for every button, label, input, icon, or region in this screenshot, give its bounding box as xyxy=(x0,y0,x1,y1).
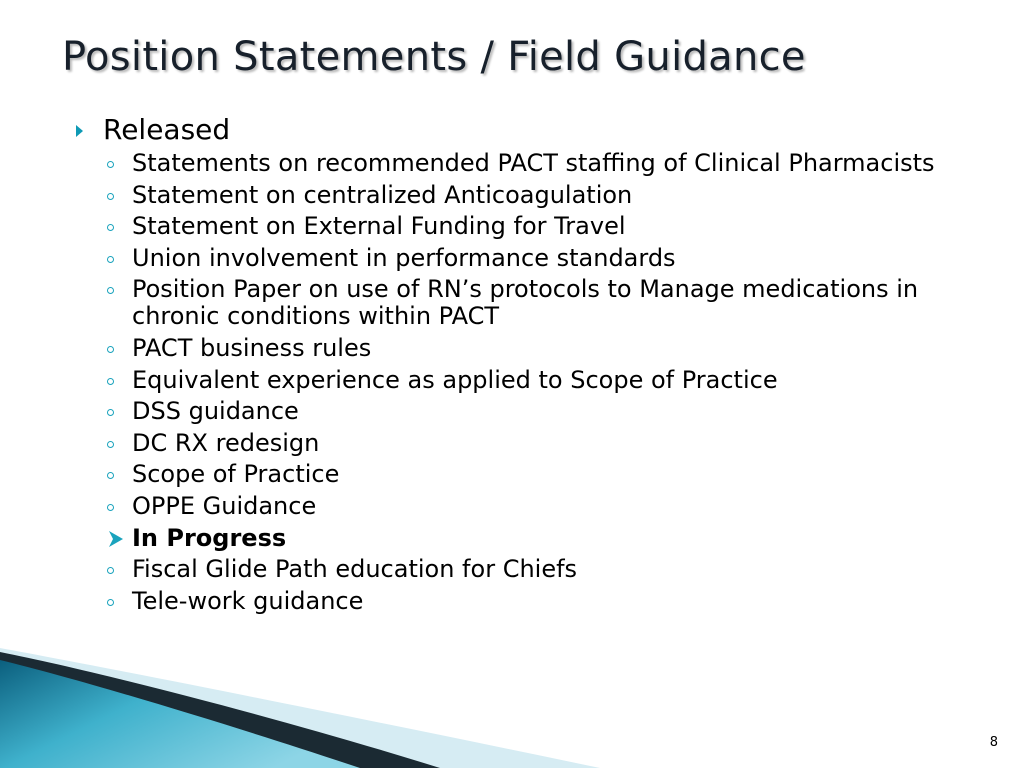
page-number: 8 xyxy=(989,735,998,750)
sub-bullet-list xyxy=(107,150,967,619)
sub-bullet-label: Statement on External Funding for Travel xyxy=(132,212,626,241)
sub-bullet-item xyxy=(107,367,967,394)
sub-bullet-item xyxy=(107,245,967,272)
circle-bullet-icon xyxy=(107,346,114,353)
sub-bullet-item xyxy=(107,150,967,177)
circle-bullet-icon xyxy=(107,441,114,448)
bullet-released-label: Released xyxy=(103,113,231,146)
sub-bullet-item xyxy=(107,276,967,330)
circle-bullet-icon xyxy=(107,567,114,574)
sub-bullet-item xyxy=(107,335,967,362)
sub-bullet-item xyxy=(107,213,967,240)
sub-bullet-label: Union involvement in performance standards xyxy=(132,243,676,272)
decorative-wave-graphic xyxy=(0,648,640,768)
circle-bullet-icon xyxy=(107,409,114,416)
sub-bullet-label: Scope of Practice xyxy=(132,460,340,489)
circle-bullet-icon xyxy=(107,256,114,263)
sub-bullet-item xyxy=(107,430,967,457)
circle-bullet-icon xyxy=(107,287,114,294)
sub-bullet-label: OPPE Guidance xyxy=(132,491,317,520)
circle-bullet-icon xyxy=(107,193,114,200)
circle-bullet-icon xyxy=(107,599,114,606)
sub-bullet-label: Equivalent experience as applied to Scope of Practice xyxy=(132,365,778,394)
sub-bullet-label: DSS guidance xyxy=(132,397,299,426)
circle-bullet-icon xyxy=(107,378,114,385)
sub-bullet-label: Position Paper on use of RN’s protocols to Manage medications in chronic conditions within PACT xyxy=(132,275,919,331)
sub-bullet-item xyxy=(107,556,967,583)
sub-bullet-label: Statement on centralized Anticoagulation xyxy=(132,180,633,209)
sub-bullet-item xyxy=(107,398,967,425)
triangle-bullet-icon xyxy=(76,125,83,137)
sub-bullet-label: PACT business rules xyxy=(132,333,372,362)
sub-bullet-item xyxy=(107,182,967,209)
sub-bullet-label: Statements on recommended PACT staffing of Clinical Pharmacists xyxy=(132,149,935,177)
sub-bullet-item xyxy=(107,525,967,552)
sub-bullet-label: Tele-work guidance xyxy=(132,586,364,615)
sub-bullet-item xyxy=(107,588,967,615)
sub-bullet-label: In Progress xyxy=(132,523,287,552)
sub-bullet-item xyxy=(107,461,967,488)
slide-title: Position Statements / Field Guidance xyxy=(62,34,806,80)
arrowhead-bullet-icon xyxy=(107,529,125,549)
circle-bullet-icon xyxy=(107,161,114,168)
circle-bullet-icon xyxy=(107,504,114,511)
circle-bullet-icon xyxy=(107,472,114,479)
sub-bullet-label: DC RX redesign xyxy=(132,428,320,457)
sub-bullet-label: Fiscal Glide Path education for Chiefs xyxy=(132,555,578,584)
circle-bullet-icon xyxy=(107,224,114,231)
sub-bullet-item xyxy=(107,493,967,520)
